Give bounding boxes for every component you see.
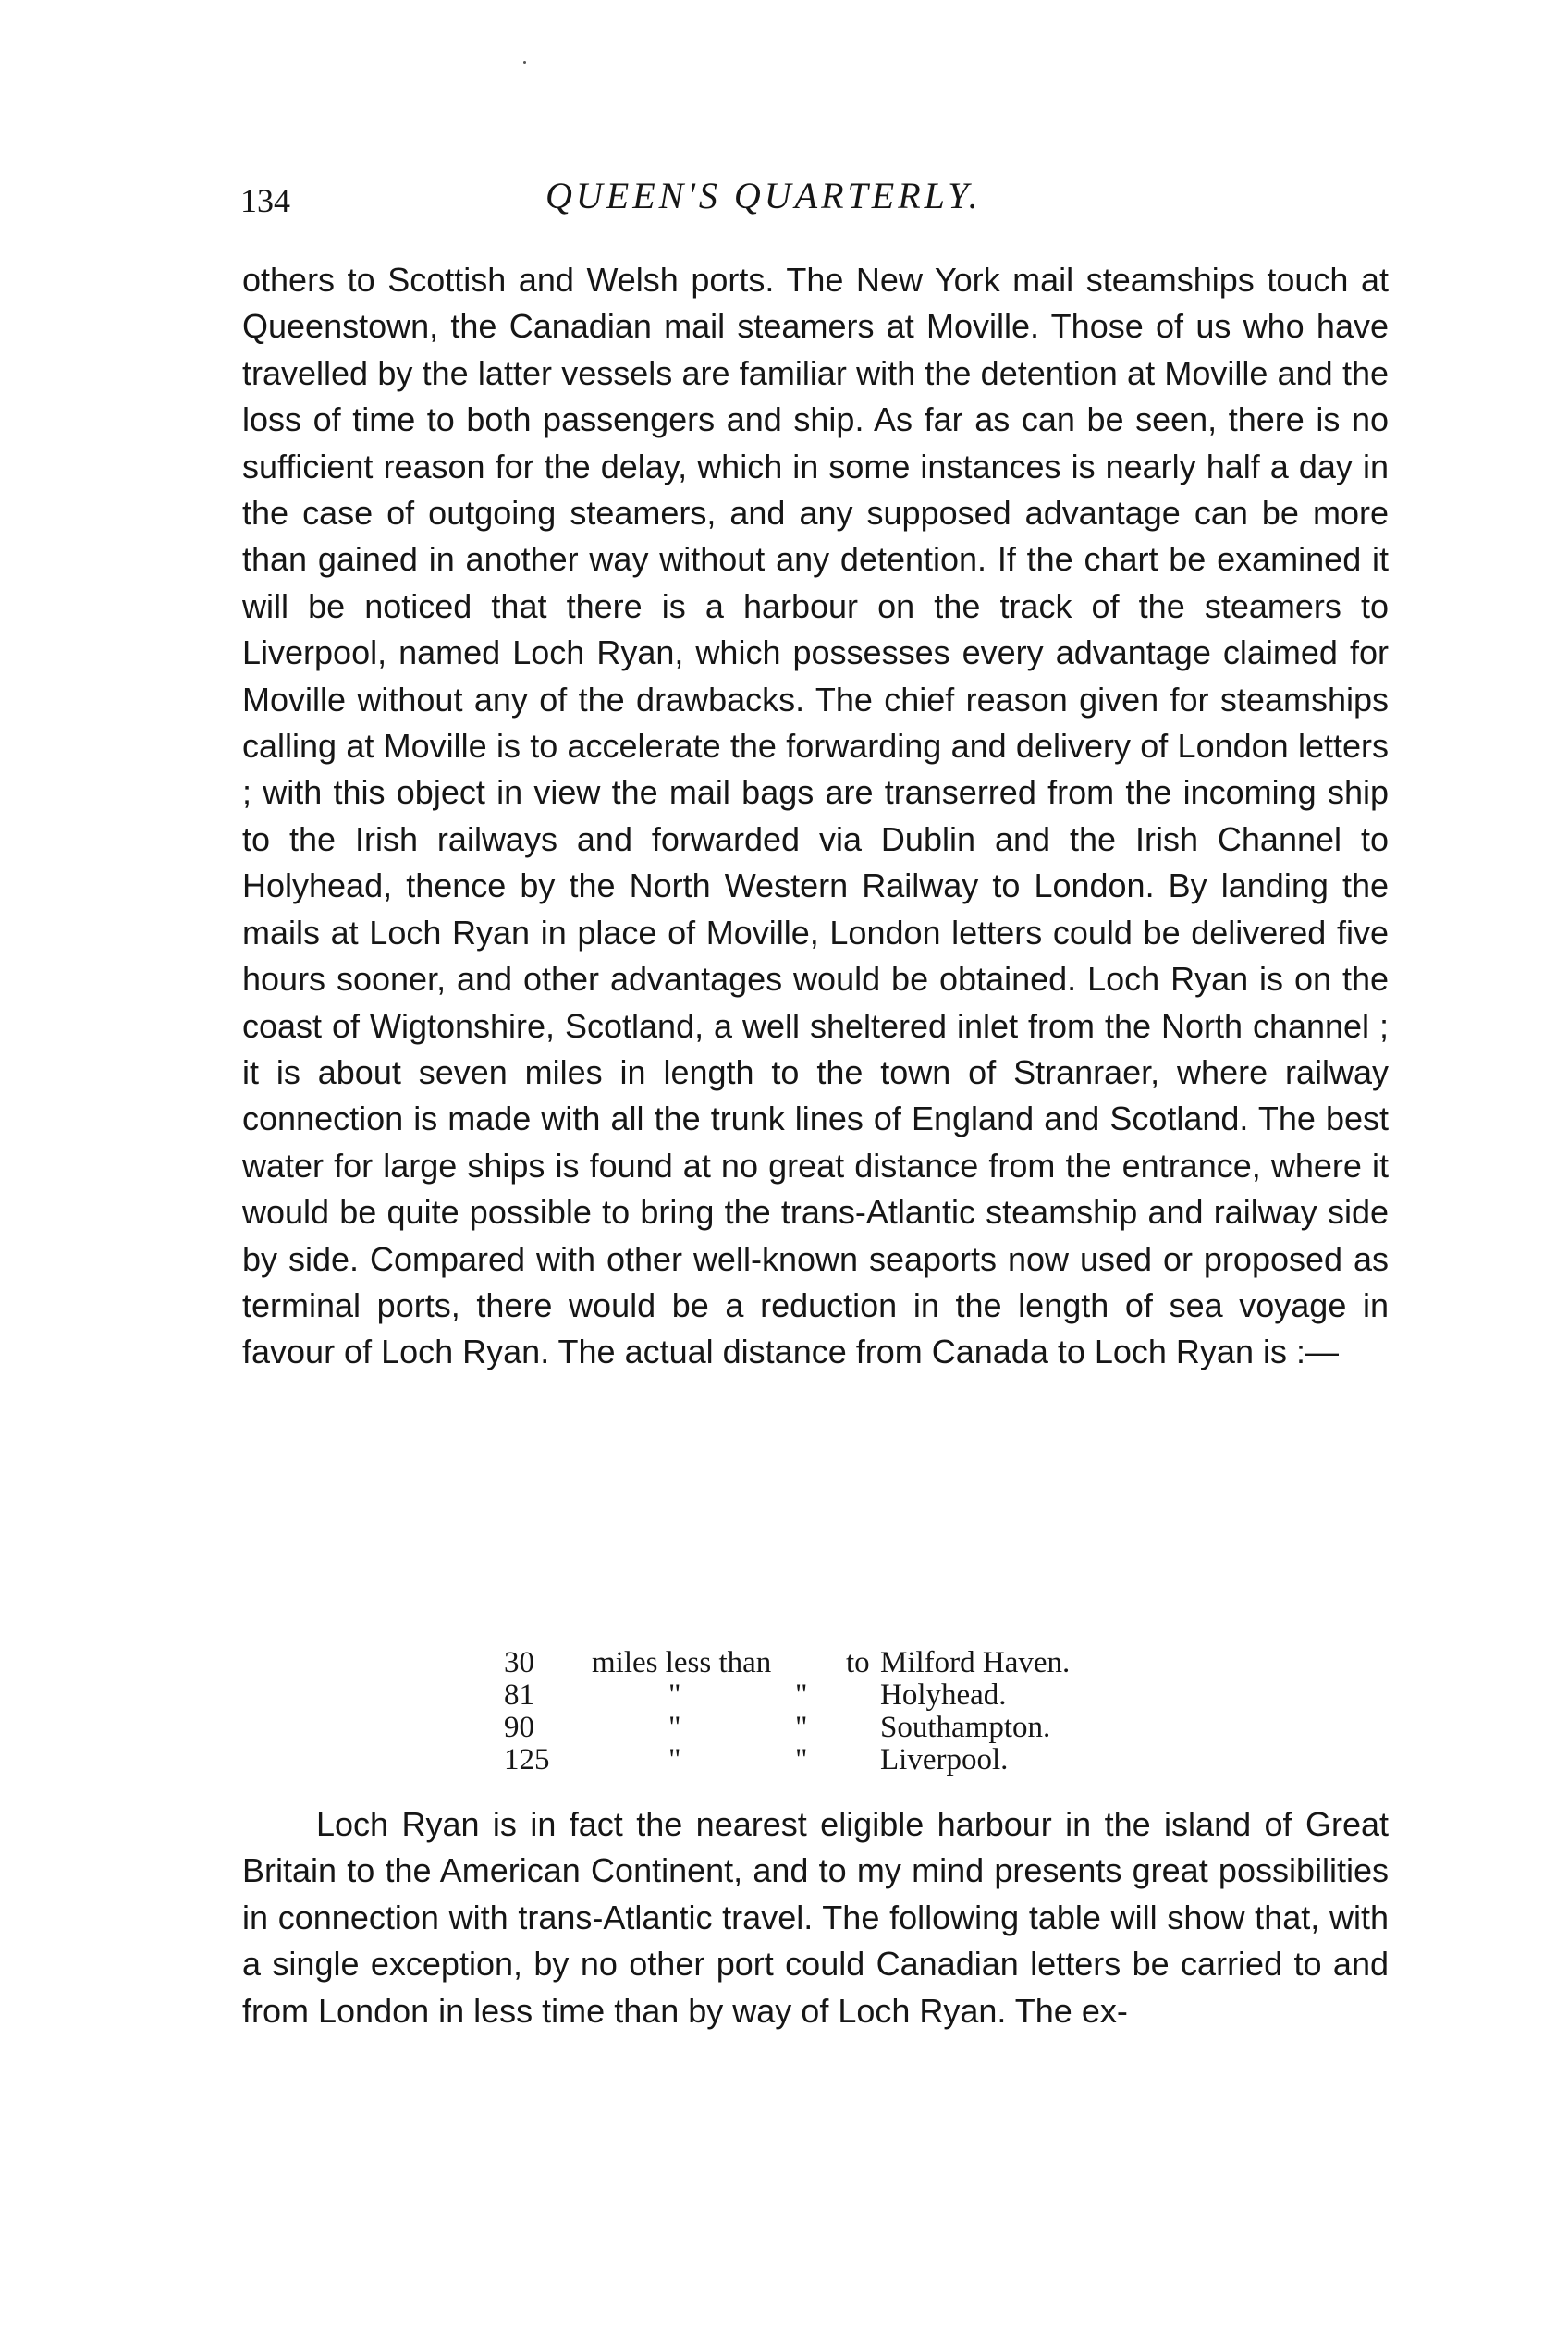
ditto-mark: " — [795, 1711, 808, 1744]
distance-miles: 30 — [504, 1646, 534, 1679]
ditto-mark: " — [795, 1678, 808, 1712]
distance-miles: 81 — [504, 1678, 534, 1712]
ditto-mark: " — [668, 1743, 681, 1776]
ditto-mark: " — [795, 1743, 808, 1776]
distance-place: Liverpool. — [880, 1743, 1009, 1776]
running-title: QUEEN'S QUARTERLY. — [545, 175, 982, 216]
distance-row — [481, 1678, 1239, 1712]
distance-place: Holyhead. — [880, 1678, 1007, 1712]
distance-row — [481, 1646, 1239, 1677]
distance-place: Southampton. — [880, 1711, 1051, 1744]
page-number: 134 — [240, 182, 290, 219]
scan-speck — [523, 61, 526, 64]
paragraph: Loch Ryan is in fact the nearest eligible harbour in the island of Great Britain to the American Continent, and to my mind presents great possibilities in connection with trans-Atlantic travel. The following table will show that, with a single exception, by no other port could Canadian letters be carried to and from London in less time than by way of Loch Ryan. The ex- — [242, 1805, 1389, 2030]
distance-label: miles less than — [592, 1646, 772, 1679]
distance-to: to — [846, 1646, 870, 1679]
distance-miles: 90 — [504, 1711, 534, 1744]
distance-table — [481, 1646, 1239, 1776]
distance-row — [481, 1743, 1239, 1774]
distance-place: Milford Haven. — [880, 1646, 1071, 1679]
body-text — [242, 257, 1389, 1376]
paragraph: others to Scottish and Welsh ports. The New York mail steamships touch at Queenstown, the Canadian mail steamers at Moville. Those of us who have travelled by the latter vessels are familiar with the detention at Moville and the loss of time to both passengers and ship. As far as can be seen, there is no sufficient reason for the delay, which in some instances is nearly half a day in the case of outgoing steamers, and any supposed advantage can be more than gained in another way without any detention. If the chart be examined it will be noticed that there is a harbour on the track of the steamers to Liverpool, named Loch Ryan, which possesses every advantage claimed for Moville without any of the drawbacks. The chief reason given for steamships calling at Moville is to accelerate the forwarding and delivery of London letters ; with this object in view the mail bags are transerred from the incoming ship to the Irish railways and forwarded via Dublin and the Irish Channel to Holyhead, thence by the North Western Railway to London. By landing the mails at Loch Ryan in place of Moville, London letters could be delivered five hours sooner, and other advantages would be obtained. Loch Ryan is on the coast of Wigtonshire, Scotland, a well sheltered inlet from the North channel ; it is about seven miles in length to the town of Stranraer, where railway connection is made with all the trunk lines of England and Scotland. The best water for large ships is found at no great distance from the entrance, where it would be quite possible to bring the trans-Atlantic steamship and railway side by side. Compared with other well-known seaports now used or proposed as terminal ports, there would be a reduction in the length of sea voyage in favour of Loch Ryan. The actual distance from Canada to Loch Ryan is :— — [242, 261, 1389, 1371]
distance-row — [481, 1711, 1239, 1744]
ditto-mark: " — [668, 1711, 681, 1744]
running-header — [240, 174, 1396, 229]
distance-miles: 125 — [504, 1743, 550, 1776]
ditto-mark: " — [668, 1678, 681, 1712]
